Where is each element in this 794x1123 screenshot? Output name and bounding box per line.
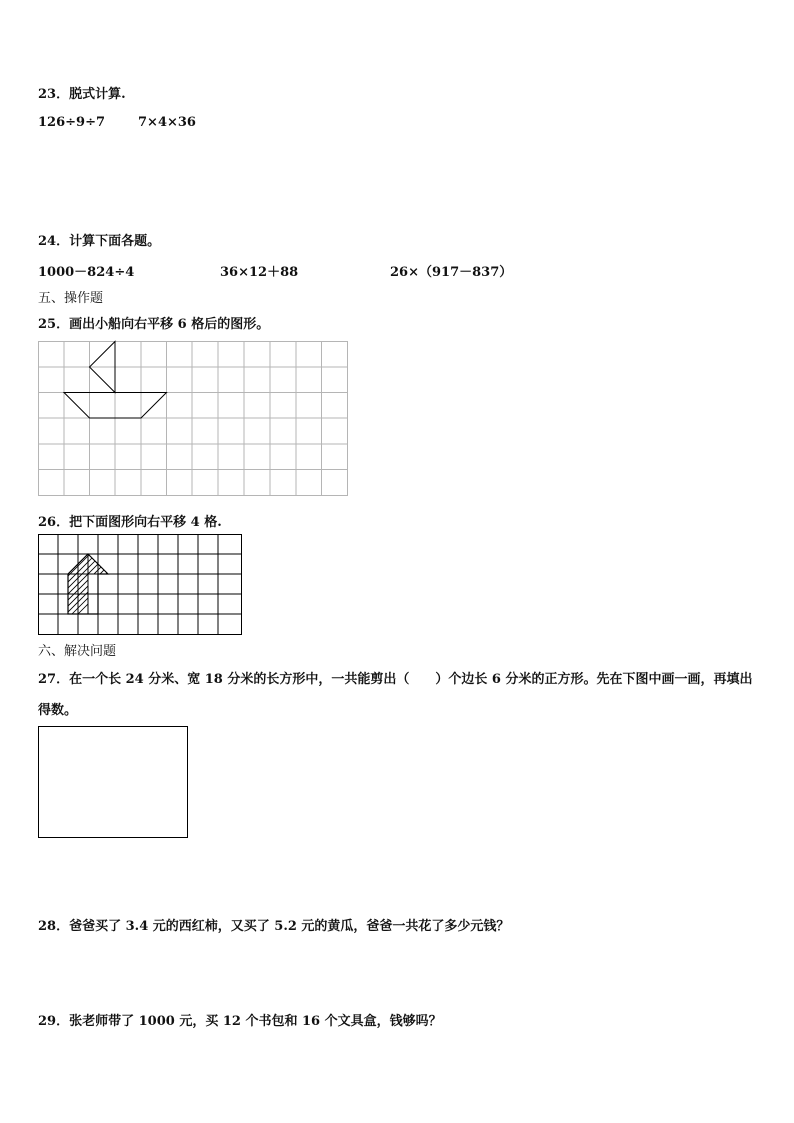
question-25-title: 25．画出小船向右平移 6 格后的图形。 xyxy=(38,317,270,332)
question-23-title: 23．脱式计算. xyxy=(38,87,126,102)
q23-expression-2: 7×4×36 xyxy=(138,115,196,130)
question-27-text: 27．在一个长 24 分米、宽 18 分米的长方形中，一共能剪出（ ）个边长 6 分米的正方形。先在下图中画一画，再填出得数。 xyxy=(38,672,753,718)
section-6-heading: 六、解决问题 xyxy=(38,644,117,659)
q27-rectangle-drawing-area xyxy=(38,726,188,838)
q25-grid-lines xyxy=(39,341,348,496)
arrow-shape xyxy=(58,534,158,634)
q24-expression-3: 26×（917－837） xyxy=(390,265,513,280)
question-29-text: 29．张老师带了 1000 元，买 12 个书包和 16 个文具盒，钱够吗？ xyxy=(38,1014,442,1029)
q24-expression-2: 36×12＋88 xyxy=(220,265,299,280)
section-5-heading: 五、操作题 xyxy=(38,291,104,306)
q25-boat-grid xyxy=(38,341,348,496)
question-28-text: 28．爸爸买了 3.4 元的西红柿，又买了 5.2 元的黄瓜，爸爸一共花了多少元钱？ xyxy=(38,919,510,934)
q24-expression-1: 1000－824÷4 xyxy=(38,265,135,280)
q23-expression-1: 126÷9÷7 xyxy=(38,115,106,130)
q26-arrow-grid xyxy=(38,534,242,635)
question-26-title: 26．把下面图形向右平移 4 格. xyxy=(38,515,222,530)
question-24-title: 24．计算下面各题。 xyxy=(38,234,161,249)
